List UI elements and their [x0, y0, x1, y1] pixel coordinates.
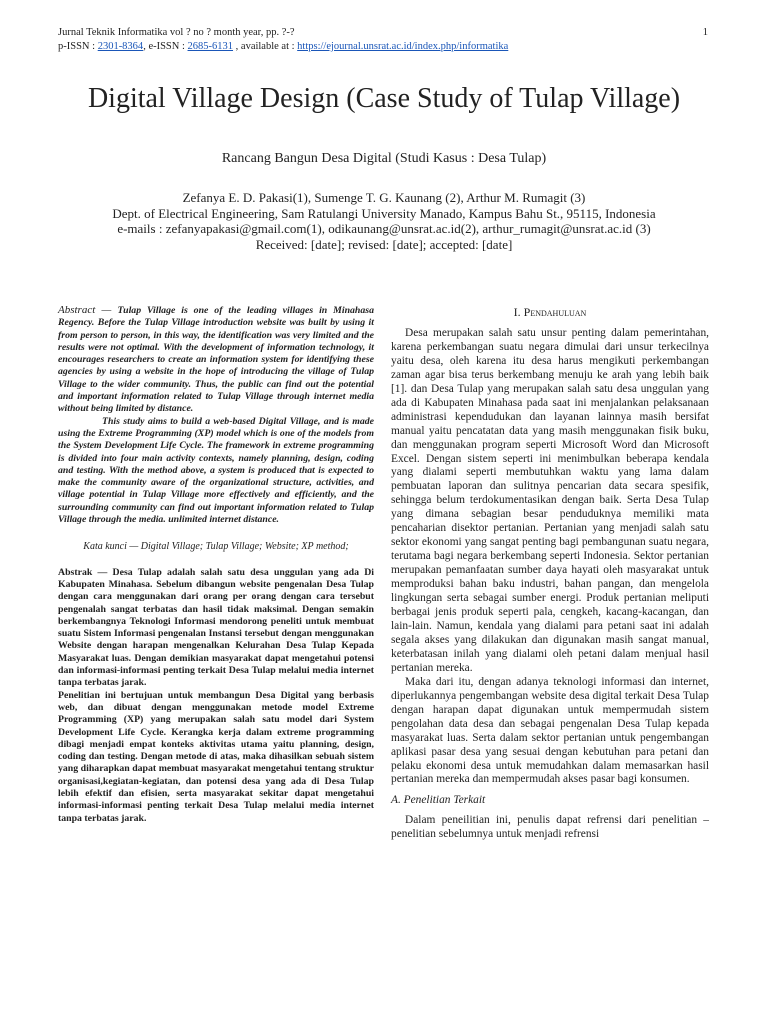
author-names: Zefanya E. D. Pakasi(1), Sumenge T. G. Kaunang (2), Arthur M. Rumagit (3): [182, 190, 586, 205]
available-at-label: , available at :: [233, 41, 298, 52]
issn-electronic-link[interactable]: 2685-6131: [187, 41, 234, 52]
issn-line: [58, 41, 508, 53]
section-heading: [391, 306, 709, 320]
issn-electronic-label: , e-ISSN :: [143, 41, 188, 52]
journal-header: Jurnal Teknik Informatika vol ? no ? month year, pp. ?-?: [58, 27, 295, 38]
page-number: 1: [702, 27, 708, 38]
abstrak-indonesian: Abstrak — Desa Tulap adalah salah satu desa unggulan yang ada Di Kabupaten Minahasa. Sebelum dibangun website pengenalan Desa Tulap dengan cara menggunakan dari orang per orang dengan cara tersebut pengenalah sangat terbatas dan hasil tidak maksimal. Dengan semakin berkembangnya Teknologi Informasi mendorong peneliti untuk membuat suatu Sistem Informasi pengenalan Instansi tersebut dengan menggunakan Website dengan harapan mengenalkan Kelurahan Desa Tulap Kepada Masyarakat luas. Dengan demikian masyarakat dapat mengetahui potensi dan informasi-informasi penting terkait Desa Tulap melalui media internet tanpa terbatas jarak.: [58, 566, 374, 689]
abstrak-indonesian-paragraph-2: Penelitian ini bertujuan untuk membangun Desa Digital yang berbasis web, dan dibuat dengan menggunakan metode model Extreme Programming (XP) yang merupakan salah satu model dari System Development Life Cycle. Kerangka kerja dalam extreme programming dibagi menjadi empat konteks aktivitas utama yaitu planning, design, coding dan testing. Dengan metode di atas, maka dihasilkan sebuah sistem yang diharapkan dapat membuat masyarakat mengetahui tentang struktur organisasi,kegiatan-kegiatan, dan potensi desa yang ada di Desa Tulap lebih efektif dan efisien, serta masyarakat sekitar dapat mengetahui informasi-informasi penting terkait Desa Tulap melalui media internet tanpa terbatas jarak.: [58, 689, 374, 824]
right-column: [391, 304, 709, 842]
keywords: Kata kunci — Digital Village; Tulap Village; Website; XP method;: [83, 541, 349, 553]
section-number: I.: [513, 305, 521, 319]
body-paragraph: Maka dari itu, dengan adanya teknologi informasi dan internet, diperlukannya pengembangan website desa digital terkait Desa Tulap dengan harapan dapat digunakan untuk mempermudah sistem pengolahan data desa dan sebagai pengenalan Desa Tulap kepada masyarakat luas. Serta dalam sektor pertanian untuk pengembangan aplikasi pasar desa yang sesuai dengan kebutuhan para petani dan pelaku ekonomi desa untuk memudahkan dalam memasarkan hasil pertanian mereka dan mempermudah akses pasar bagi konsumen.: [391, 675, 709, 786]
section-title: Pendahuluan: [523, 305, 587, 319]
left-column: [58, 304, 374, 825]
journal-url-link[interactable]: https://ejournal.unsrat.ac.id/index.php/informatika: [297, 41, 509, 52]
abstract-english-text: Tulap Village is one of the leading villages in Minahasa Regency. Before the Tulap Village introduction website was built by using it from person to person, in this way, the identification was very limited and the results were not optimal. With the development of information technology, it encourages researchers to create an information system for identifying these agencies by using a website in the hope of introducing the village of Tulap Village to the wider community. Thus, the public can find out the potential and important information related to Tulap Village through internet media without being limited by distance.: [58, 305, 374, 415]
abstract-english: [58, 304, 374, 416]
abstract-heading: Abstract —: [58, 304, 118, 316]
author-affiliation: Dept. of Electrical Engineering, Sam Ratulangi University Manado, Kampus Bahu St., 95115, Indonesia: [112, 205, 656, 221]
subsection-heading: A. Penelitian Terkait: [391, 794, 486, 807]
issn-print-link[interactable]: 2301-8364: [97, 41, 144, 52]
abstract-english-paragraph-2: This study aims to build a web-based Digital Village, and is made using the Extreme Programming (XP) model which is one of the models from the System Development Life Cycle. The framework in extreme programming is divided into four main activity contexts, namely planning, design, coding and testing. With the method above, a system is produced that is expected to make the community aware of the organizational structure, activities, and village potential in Tulap Village more effectively and efficiently, and the surrounding community can find out important information related to Tulap Village through the media. unlimited internet distance.: [58, 415, 374, 526]
received-dates: Received: [date]; revised: [date]; accepted: [date]: [255, 236, 513, 252]
body-paragraph: Desa merupakan salah satu unsur penting dalam pemerintahan, karena perkembangan suatu negara dimulai dari unsur terkecilnya yaitu desa, oleh karena itu desa harus mengikuti perkembangan zaman agar bisa terus berkembang menuju ke arah yang lebih baik [1]. dan Desa Tulap yang merupakan salah satu desa unggulan yang ada di Kabupaten Minahasa pada saat ini menjalankan pelaksanaan administrasi kependudukan dan layanan lainnya masih bersifat manual yaitu pencatatan data yang masih menggunakan fisik buku, dan menggunakan program seperti Microsoft Word dan Microsoft Excel. Dengan sistem seperti ini menimbulkan beberapa kendala yang dialami seperti membutuhkan waktu yang lama dalam pembuatan laporan dan sulitnya pencarian data secara spesifik, sehingga belum terdokumentasikan dengan baik. Serta Desa Tulap yang dimana sebagian besar penduduknya memiliki mata pencaharian disektor pertanian. Pertanian yang menjadi salah satu sektor ekonomi yang sangat penting bagi pembangunan suatu negara, terutama bagi negara berkembang seperti Indonesia. Sektor pertanian merupakan pemanfaatan sumber daya hayati oleh masyarakat untuk memproduksi bahan baku industri, bahan pangan, dan mengelola lingkungan serta sebagai sumber energi. Produk pertanian meliputi berbagai jenis produk seperti pala, cengkeh, kacang-kacangan, dan lain-lain. Namun, kendala yang dialami para petani saat ini adalah segala akses yang dilakukan dan digunakan masih sangat manual, keterbatasan inilah yang dialami oleh petani dalam menjual hasil pertanian mereka.: [391, 326, 709, 674]
body-paragraph: Dalam peneilitian ini, penulis dapat refrensi dari penelitian – penelitian sebelumnya untuk menjadi refrensi: [391, 814, 709, 841]
paper-subtitle: Rancang Bangun Desa Digital (Studi Kasus : Desa Tulap): [221, 151, 547, 166]
paper-title: Digital Village Design (Case Study of Tulap Village): [87, 83, 681, 114]
issn-print-label: p-ISSN :: [58, 41, 98, 52]
author-block: [60, 190, 708, 252]
author-emails: e-mails : zefanyapakasi@gmail.com(1), odikaunang@unsrat.ac.id(2), arthur_rumagit@unsrat.ac.id (3): [117, 221, 651, 236]
